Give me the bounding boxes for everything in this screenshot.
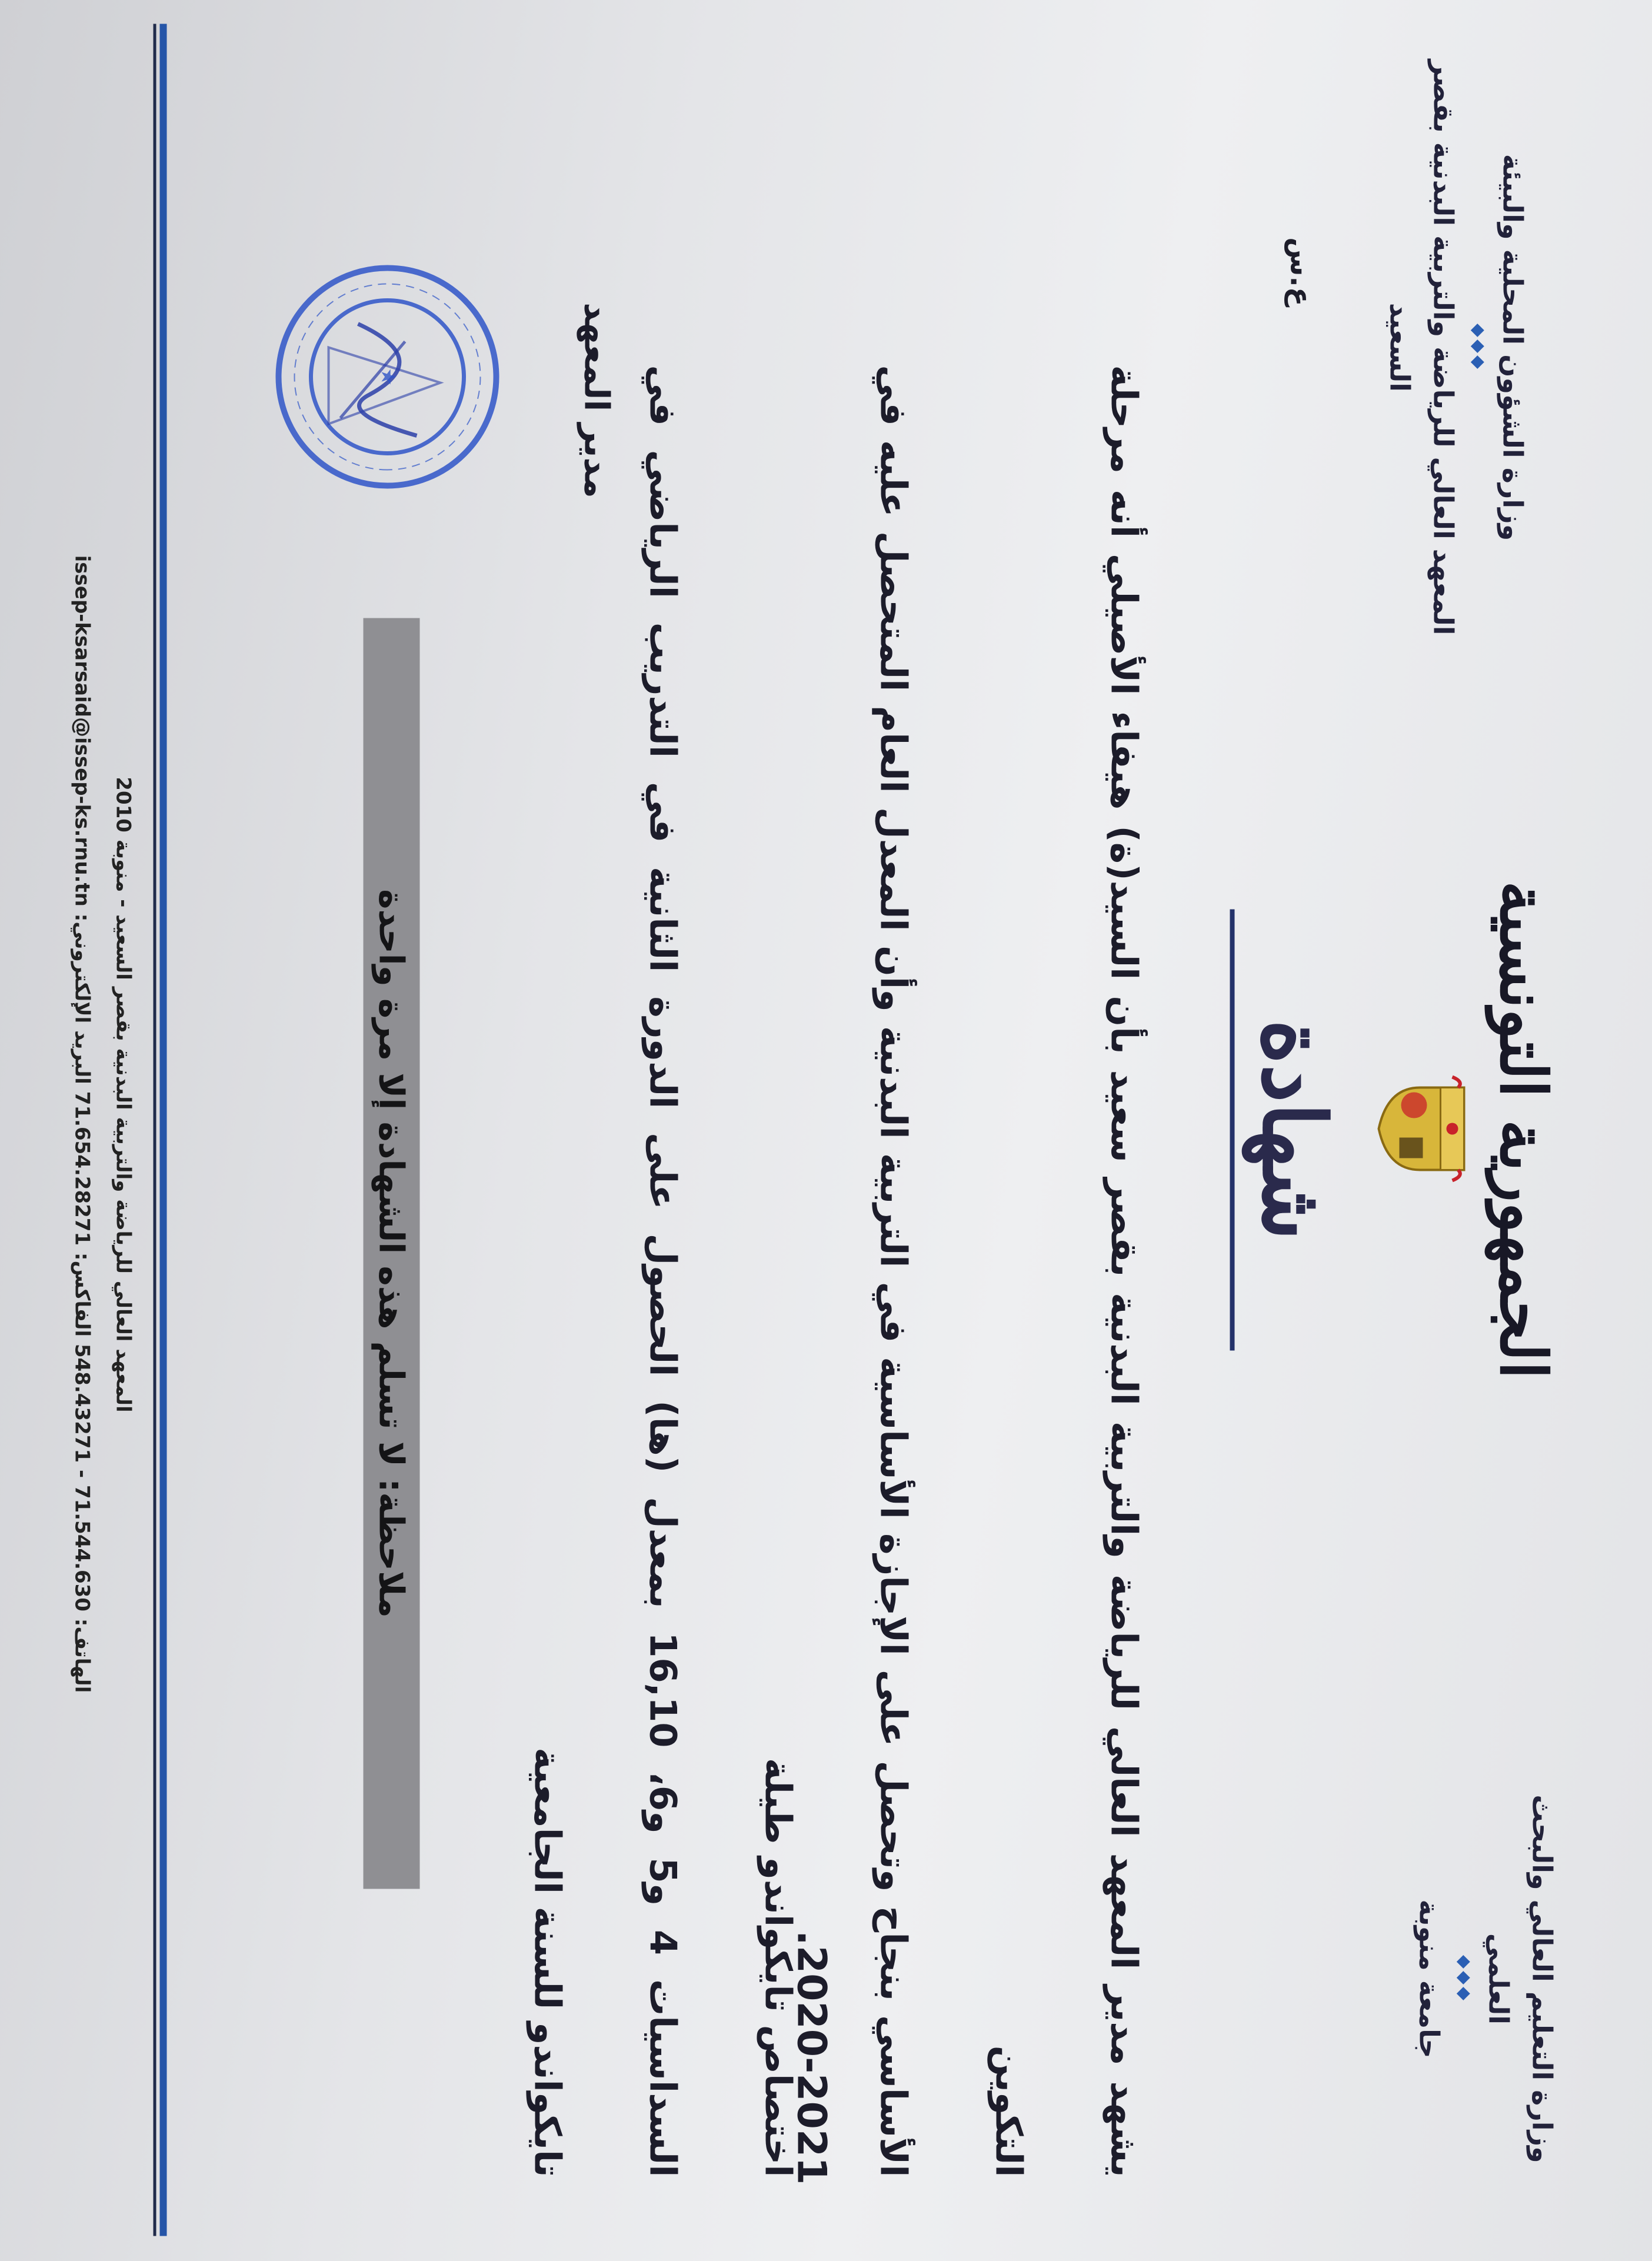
footer-address: المعهد العالي للرياضة والتربية البدنية بقصر السعيد - منوبة 2010 bbox=[111, 776, 135, 1413]
institute-stamp-icon bbox=[269, 259, 505, 494]
ministry-left: وزارة الشؤون المحلية والبيئة bbox=[1497, 154, 1528, 541]
certificate-body bbox=[489, 365, 1181, 2177]
university-header bbox=[1407, 1767, 1564, 2190]
tunisia-emblem-icon bbox=[1375, 1070, 1476, 1187]
svg-text:★: ★ bbox=[376, 367, 399, 386]
decorative-dots: ◆◆◆ bbox=[1454, 1954, 1474, 2003]
body-line-3: السداسيات 4 و5 و6، 16,10 بمعدل (ها) الحصول على الدورة الثانية في التدريب الرياضي في تايكواندو للسنة الجامعية bbox=[526, 365, 684, 2177]
institute-name: المعهد العالي للرياضة والتربية البدنية بقصر السعيد bbox=[1384, 59, 1459, 635]
certificate-title: شهادة bbox=[1243, 1019, 1344, 1240]
body-line-1: يشهد مدير المعهد العالي للرياضة والتربية البدنية بقصر سعيد بأن السيد(ة) هيفاء الأصيلي أنه مرحلة التكوين bbox=[987, 365, 1145, 2177]
footer-rule-blue bbox=[159, 24, 166, 2236]
university-name: جامعة منوبة bbox=[1413, 1899, 1445, 2059]
reference-label: ع.س bbox=[1284, 237, 1317, 306]
director-label: مدير المعهد bbox=[577, 302, 617, 498]
institute-header bbox=[1378, 53, 1534, 641]
academic-year: 2020-2021. bbox=[788, 1930, 834, 2185]
footer-contact: الهاتف: 71.544.630 - 548.43271 الفاكس: 71.654.28271 البريد الإلكتروني: issep-ksarsaid@issep-ks.rnu.tn bbox=[70, 555, 94, 1693]
single-issue-notice: ملاحظة: لا تسلم هذه الشهادة إلا مرة واحدة bbox=[363, 618, 419, 1889]
title-underline bbox=[1230, 909, 1234, 1350]
body-line-2: الأساسي بنجاح وتحصل على الإجازة الأساسية في التربية البدنية وأن المعدل العام المتحصل عليه في اختصاص تايكواندو طيلة bbox=[757, 365, 915, 2177]
republic-title: الجمهورية التونسية bbox=[1486, 880, 1560, 1379]
ministry-right: وزارة التعليم العالي والبحث العلمي bbox=[1483, 1794, 1558, 2163]
footer-rule-dark bbox=[153, 24, 156, 2236]
decorative-dots-2: ◆◆◆ bbox=[1468, 323, 1488, 371]
